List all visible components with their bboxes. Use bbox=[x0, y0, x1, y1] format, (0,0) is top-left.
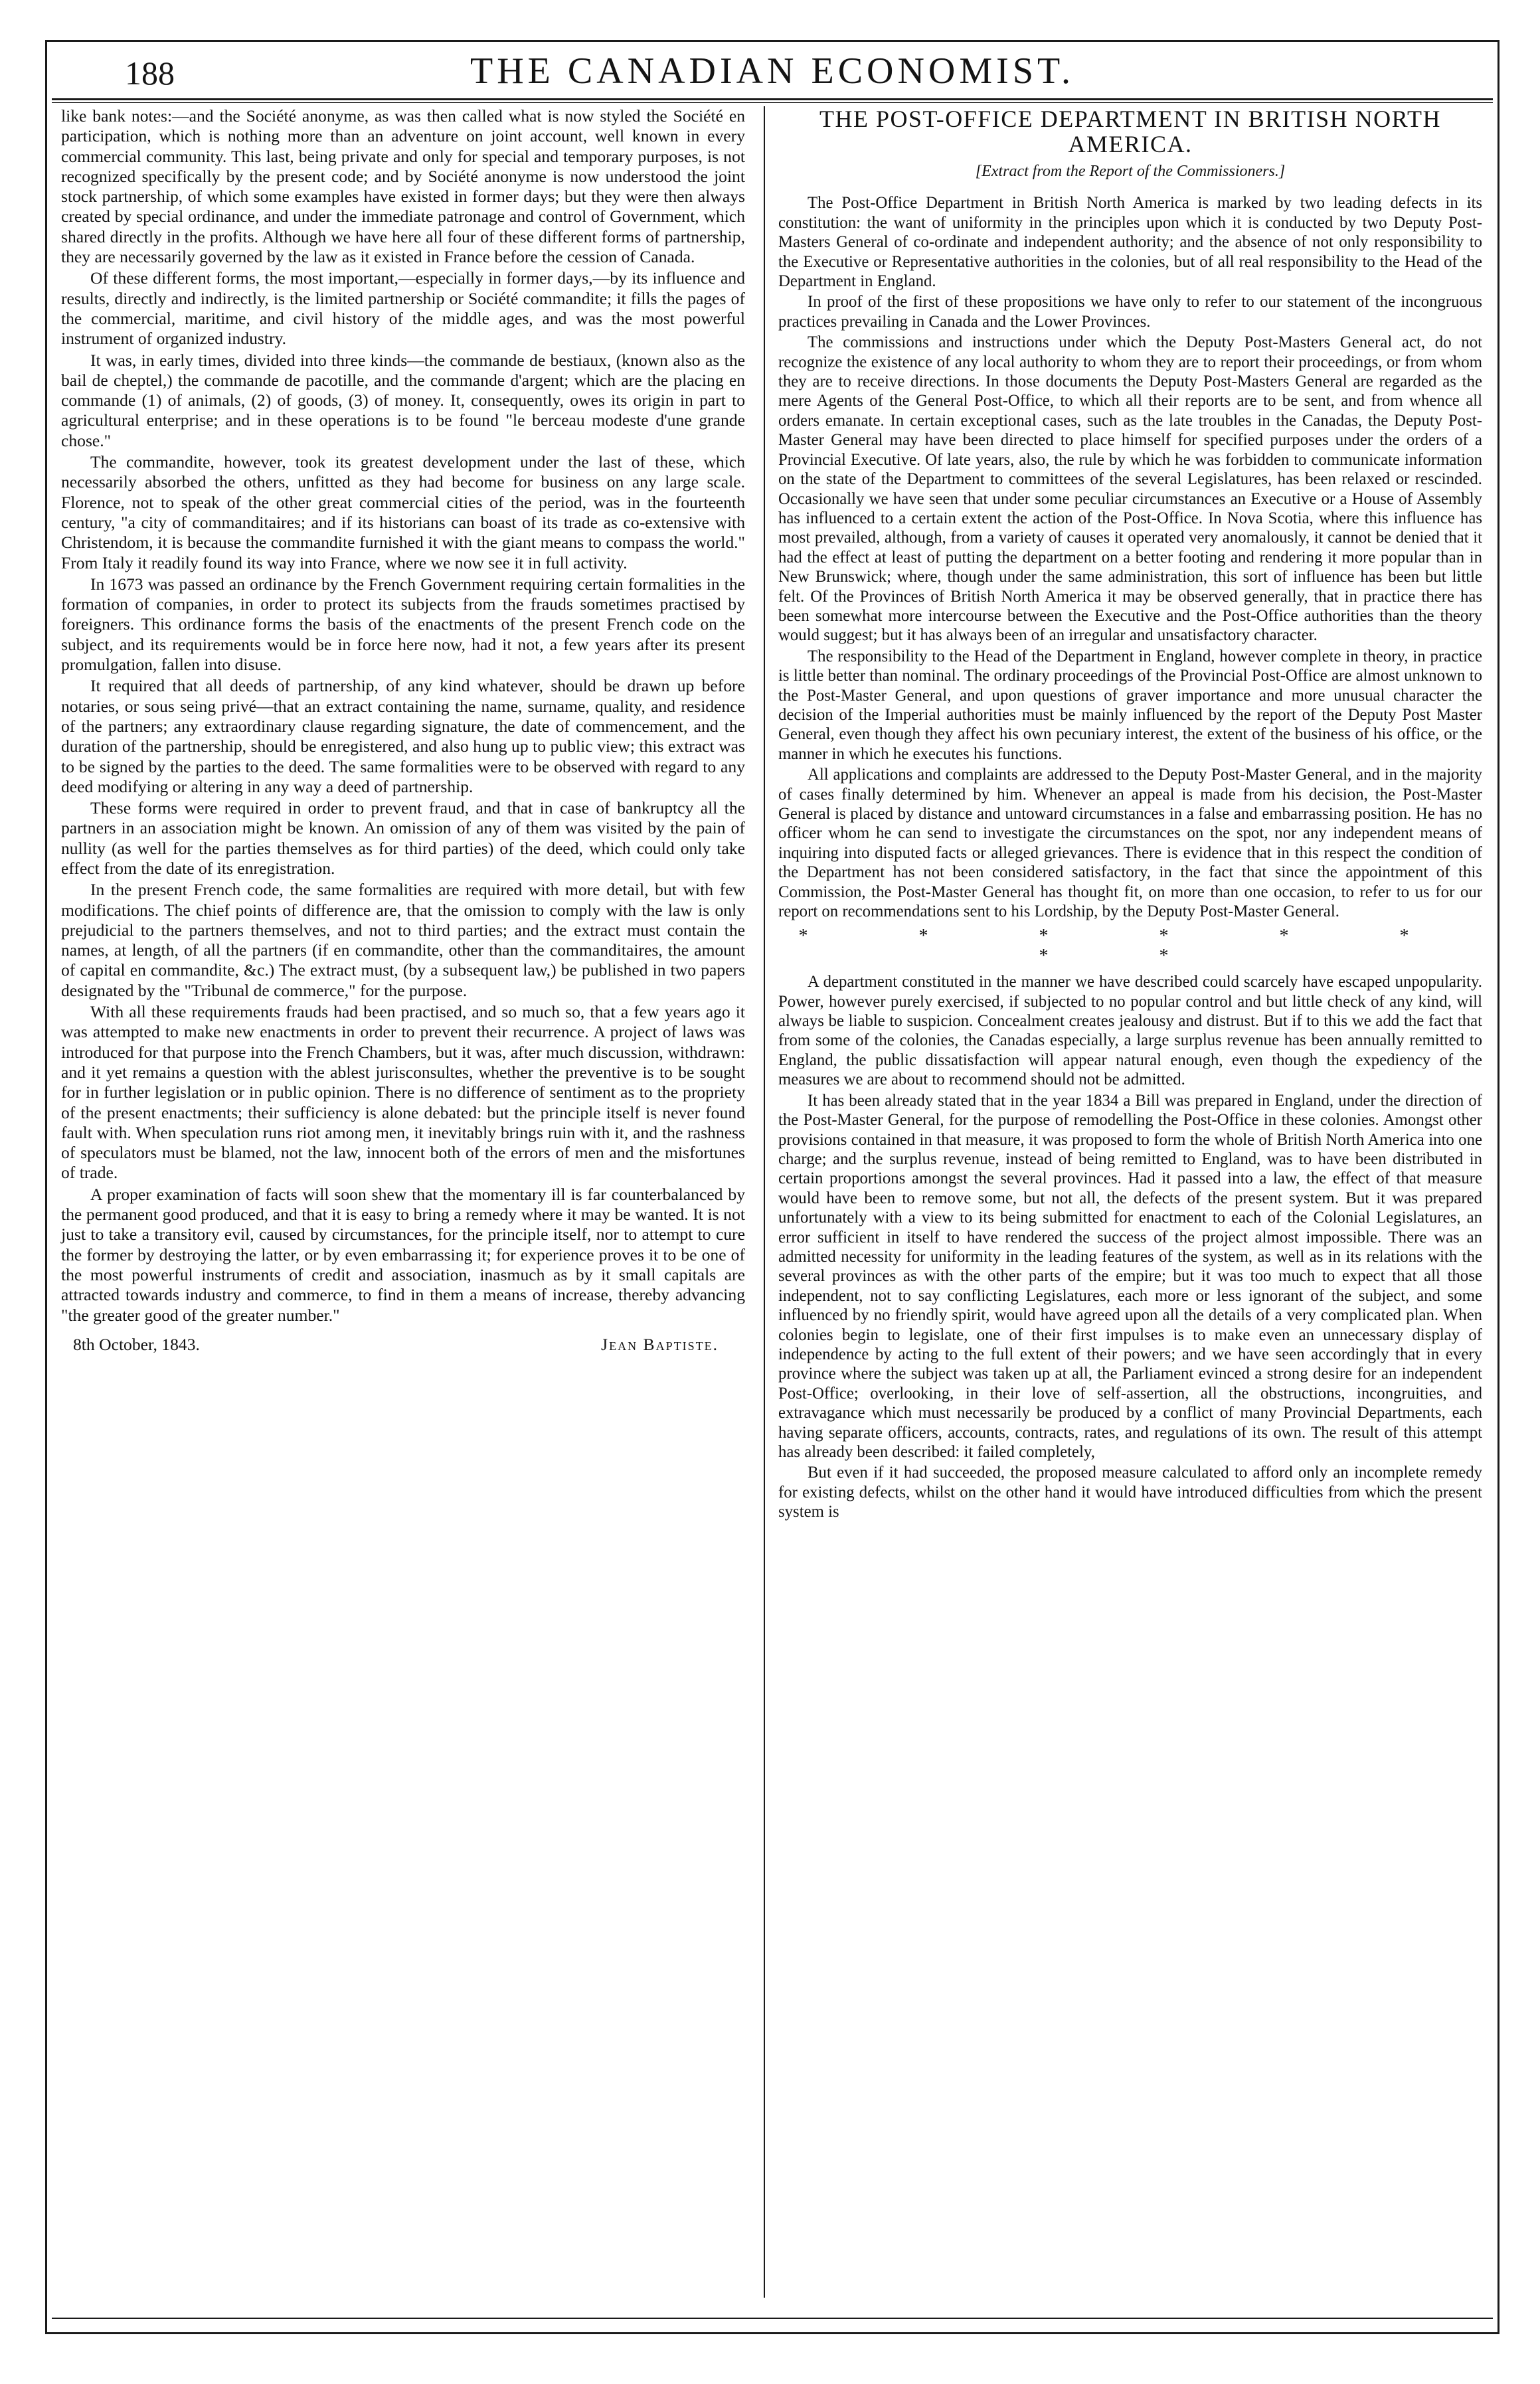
right-paragraph: All applications and complaints are addressed to the Deputy Post-Master General, and in the majority of cases finally determined by him. Whenever an appeal is made from his decision, the Post-Master General is placed by distance and untoward circumstances in a false and embarrassing position. He has no officer whom he can send to investigate the circumstances on the spot, nor any independent means of inquiring into disputed facts or alleged grievances. There is evidence that in this respect the condition of the Department has not been considered satisfactory, in the fact that since the appointment of this Commission, the Post-Master General has thought fit, on more than one occasion, to refer to us for our report on recommendations sent to his Lordship, by the Deputy Post-Master General. bbox=[778, 766, 1482, 921]
signature-line bbox=[61, 1335, 745, 1355]
page-number: 188 bbox=[125, 54, 175, 92]
right-paragraph: But even if it had succeeded, the proposed measure calculated to afford only an incomplete remedy for existing defects, whilst on the other hand it would have introduced difficulties from which the present system is bbox=[778, 1464, 1482, 1521]
left-column bbox=[61, 106, 745, 1355]
right-paragraph: The Post-Office Department in British North America is marked by two leading defects in its constitution: the want of uniformity in the principles upon which it is conducted by two Deputy Post-Masters General of co-ordinate and independent authority; and the absence of not only responsibility to the Executive or Representative authorities in the colonies, but of all real responsibility to the Head of the Department in England. bbox=[778, 194, 1482, 291]
footer-rule bbox=[52, 2318, 1493, 2319]
running-title: THE CANADIAN ECONOMIST. bbox=[470, 50, 1075, 92]
right-column bbox=[778, 106, 1482, 1522]
right-paragraph: In proof of the first of these propositions we have only to refer to our statement of the incongruous practices prevailing in Canada and the Lower Provinces. bbox=[778, 293, 1482, 331]
article-title: THE POST-OFFICE DEPARTMENT IN BRITISH NORTH AMERICA. bbox=[819, 106, 1441, 157]
right-paragraph: It has been already stated that in the year 1834 a Bill was prepared in England, under the direction of the Post-Master General, for the purpose of remodelling the Post-Office in these colonies. Amongst other provisions contained in that measure, it was proposed to form the whole of British North America into one charge; and the surplus revenue, instead of being remitted to England, was to have been distributed in certain proportions amongst the several provinces. Had it passed into a law, the effect of that measure would have been to remove some, but not all, the defects of the present system. But it was prepared unfortunately with a view to its being submitted for enactment to each of the Colonial Legislatures, an error sufficient in itself to have rendered the success of the project almost impossible. There was an admitted necessity for uniformity in the leading features of the system, as well as in its relations with the several provinces as with the other parts of the empire; but it was too much to expect that all those independent, not to say conflicting Legislatures, each more or less ignorant of the subject, and some influenced by no friendly spirit, would have agreed upon all the details of a very complicated plan. When colonies begin to legislate, one of their first impulses is to make even an unnecessary display of independence by acting to the full extent of their powers; and we have seen accordingly that in every province where the subject was taken up at all, the Parliament evinced a strong desire for an independent Post-Office; overlooking, in their love of self-assertion, all the obstructions, incongruities, and extravagance which must necessarily be produced by a conflict of many Provincial Departments, each having separate officers, accounts, contracts, rates, and regulations of its own. The result of this attempt has already been described: it failed completely, bbox=[778, 1091, 1482, 1461]
outer-border-bottom bbox=[45, 2332, 1499, 2334]
column-divider bbox=[764, 106, 765, 2298]
signature-date: 8th October, 1843. bbox=[73, 1334, 200, 1354]
signature-name: Jean Baptiste. bbox=[601, 1334, 719, 1354]
left-paragraph: In the present French code, the same formalities are required with more detail, but with few modifications. The chief points of difference are, that the omission to comply with the law is only prejudicial to the partners themselves, and not to third parties; and the extract must contain the names, at length, of all the partners (if en commandite, other than the commanditaires, the amount of capital en commandite, &c.) The extract must, (by a subsequent law,) be published in two papers designated by the "Tribunal de commerce," for the purpose. bbox=[61, 880, 745, 1000]
left-paragraph: like bank notes:—and the Société anonyme, as was then called what is now styled the Société en participation, which is nothing more than an adventure on joint account, well known in every commercial community. This last, being private and only for special and temporary purposes, is not recognized specifically by the present code; and by Société anonyme is now understood the joint stock partnership, of which some examples have existed in former days; but they were then always created by special ordinance, and under the immediate patronage and control of Government, which shared directly in the profits. Although we have here all four of these different forms of partnership, they are necessarily governed by the law as it existed in France before the cession of Canada. bbox=[61, 106, 745, 267]
left-paragraph: It required that all deeds of partnership, of any kind whatever, should be drawn up before notaries, or sous seing privé—that an extract containing the name, surname, quality, and residence of the partners; any extraordinary clause regarding signature, the date of commencement, and the duration of the partnership, should be enregistered, and also hung up to public view; this extract was to be signed by the parties to the deed. The same formalities were to be observed with regard to any deed modifying or altering in any way a deed of partnership. bbox=[61, 676, 745, 796]
left-paragraph: In 1673 was passed an ordinance by the French Government requiring certain formalities in the formation of companies, in order to protect its subjects from the frauds sometimes practised by foreigners. This ordinance forms the basis of the enactments of the present French code on the subject, and its requirements would be in force here now, had it not, a few years after its present promulgation, fallen into disuse. bbox=[61, 574, 745, 675]
header-rule-thin bbox=[52, 102, 1493, 103]
page-header bbox=[52, 50, 1493, 96]
header-rule bbox=[52, 98, 1493, 100]
left-paragraph: Of these different forms, the most important,—especially in former days,—by its influence and results, directly and indirectly, is the limited partnership or Société commandite; it fills the pages of the commercial, maritime, and civil history of the middle ages, and was the most powerful instrument of organized industry. bbox=[61, 268, 745, 349]
right-paragraph: The responsibility to the Head of the Department in England, however complete in theory, in practice is little better than nominal. The ordinary proceedings of the Provincial Post-Office are almost unknown to the Post-Master General, and upon questions of graver importance and more unusual character the decision of the Imperial authorities must be mainly influenced by the report of the Deputy Post Master General, even though they affect his own pecuniary interest, the extent of the business of his office, or the manner in which he executes his functions. bbox=[778, 647, 1482, 763]
outer-border-top bbox=[45, 40, 1499, 42]
left-paragraph: With all these requirements frauds had been practised, and so much so, that a few years ago it was attempted to make new enactments in order to prevent their recurrence. A project of laws was introduced for that purpose into the French Chambers, but it was, after much discussion, withdrawn: and it yet remains a question with the ablest jurisconsultes, whether the preventive is to be sought for in further legislation or in public opinion. There is no difference of sentiment as to the propriety of the present enactments; their sufficiency is alone debated: but the principle itself is never found fault with. When speculation runs riot among men, it inevitably brings ruin with it, and the rashness of speculators must be blamed, not the law, innocent both of the errors of men and the misfortunes of trade. bbox=[61, 1002, 745, 1183]
left-paragraph: These forms were required in order to prevent fraud, and that in case of bankruptcy all the partners in an association might be known. An omission of any of them was visited by the pain of nullity (as well for the parties themselves as for third parties) of the deed, which could only take effect from the date of its enregistration. bbox=[61, 798, 745, 878]
left-paragraph: The commandite, however, took its greatest development under the last of these, which necessarily absorbed the others, unfitted as they had become for business on any large scale. Florence, not to speak of the other great commercial cities of the period, was in the fourteenth century, "a city of commanditaires; and if its historians can boast of its trade as co-extensive with Christendom, it is because the commandite furnished it with the giant means to compass the world." From Italy it readily found its way into France, where we now see it in full activity. bbox=[61, 452, 745, 572]
left-paragraph: A proper examination of facts will soon shew that the momentary ill is far counterbalanced by the permanent good produced, and that it is easy to bring a remedy where it may be wanted. It is not just to take a transitory evil, caused by circumstances, for the principle itself, nor to attempt to cure the former by destroying the latter, or by even embarrassing it; for experience proves it to be one of the most powerful instruments of credit and association, inasmuch as by it small capitals are attracted towards industry and commerce, to find in them a means of increase, thereby advancing "the greater good of the greater number." bbox=[61, 1184, 745, 1325]
left-paragraph: It was, in early times, divided into three kinds—the commande de bestiaux, (known also as the bail de cheptel,) the commande de pacotille, and the commande d'argent; which are the placing en commande (1) of animals, (2) of goods, (3) of money. It, consequently, owes its origin in part to agricultural enterprise; and in these operations is to be found "le berceau modeste d'une grande chose." bbox=[61, 350, 745, 450]
outer-border-right bbox=[1497, 40, 1499, 2334]
asterisk-break: * * * * * * * * bbox=[798, 926, 1462, 966]
extract-note: [Extract from the Report of the Commissioners.] bbox=[975, 163, 1286, 180]
right-paragraph: The commissions and instructions under which the Deputy Post-Masters General act, do not recognize the existence of any local authority to whom they are to report their proceedings, or from whom they are to receive directions. In those documents the Deputy Post-Masters General are regarded as the mere Agents of the General Post-Office, to which all their reports are to be sent, and from whence all orders emanate. In certain exceptional cases, such as the late troubles in the Canadas, the Deputy Post-Master General may have been directed to place himself for specified purposes under the orders of a Provincial Executive. Of late years, also, the rule by which he was forbidden to communicate information on the state of the Department to committees of the several Legislatures, has been relaxed or rescinded. Occasionally we have seen that under some peculiar circumstances an Executive or a House of Assembly has influenced to a certain extent the action of the Post-Office. In Nova Scotia, where this influence has most prevailed, although, from a variety of causes it operated very anomalously, it cannot be denied that it had the effect at least of putting the department on a better footing and rendering it more popular than in New Brunswick; where, though under the same administration, this sort of influence has been but little felt. Of the Provinces of British North America it may be observed generally, that in practice there has been somewhat more intercourse between the Executive and the Post-Office authorities than the theory would suggest; but it has always been of an irregular and unsatisfactory character. bbox=[778, 333, 1482, 645]
outer-border-left bbox=[45, 40, 47, 2334]
right-paragraph: A department constituted in the manner we have described could scarcely have escaped unpopularity. Power, however purely exercised, if subjected to no popular control and but little check of any kind, will always be liable to suspicion. Concealment creates jealousy and distrust. But if to this we add the fact that from some of the colonies, the Canadas especially, a large surplus revenue has been annually remitted to England, the public dissatisfaction will appear natural enough, even though the expediency of the measures we are about to recommend should not be admitted. bbox=[778, 973, 1482, 1089]
